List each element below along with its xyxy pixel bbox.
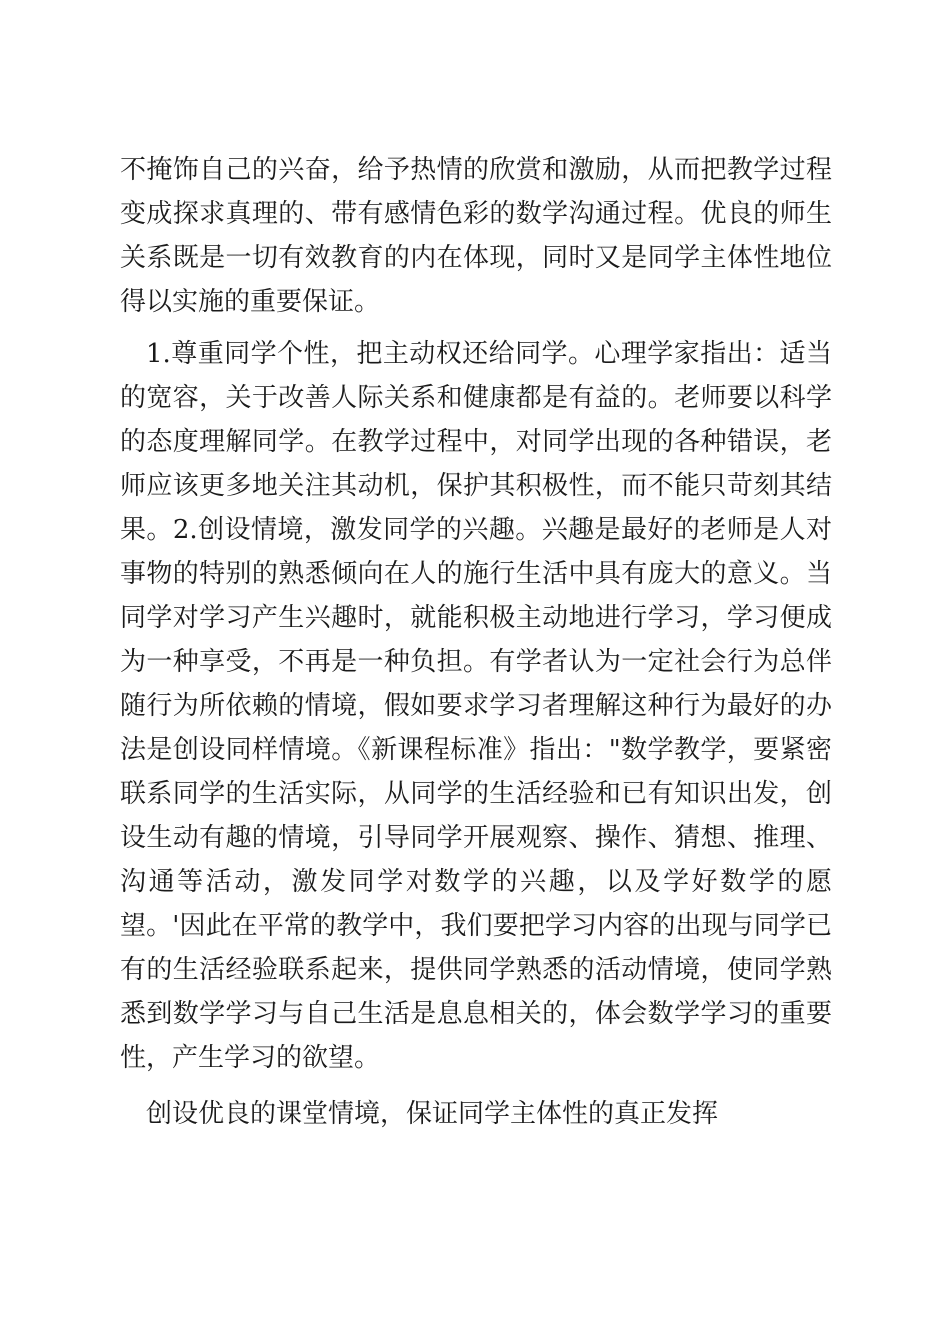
paragraph-main: 1.尊重同学个性，把主动权还给同学。心理学家指出：适当的宽容，关于改善人际关系和健康都是有益的。老师要以科学的态度理解同学。在教学过程中，对同学出现的各种错误，老师应该更多地关注其动机，保护其积极性，而不能只苛刻其结果。2.创设情境，激发同学的兴趣。兴趣是最好的老师是人对事物的特别的熟悉倾向在人的施行生活中具有庞大的意义。当同学对学习产生兴趣时，就能积极主动地进行学习，学习便成为一种享受，不再是一种负担。有学者认为一定社会行为总伴随行为所依赖的情境，假如要求学习者理解这种行为最好的办法是创设同样情境。《新课程标准》指出："数学教学，要紧密联系同学的生活实际，从同学的生活经验和已有知识出发，创设生动有趣的情境，引导同学开展观察、操作、猜想、推理、沟通等活动，激发同学对数学的兴趣，以及学好数学的愿望。'因此在平常的教学中，我们要把学习内容的出现与同学已有的生活经验联系起来，提供同学熟悉的活动情境，使同学熟悉到数学学习与自己生活是息息相关的，体会数学学习的重要性，产生学习的欲望。	[120, 339, 832, 1073]
paragraph-continuation: 不掩饰自己的兴奋，给予热情的欣赏和激励，从而把教学过程变成探求真理的、带有感情色彩的数学沟通过程。优良的师生关系既是一切有效教育的内在体现，同时又是同学主体性地位得以实施的重要保证。	[120, 155, 832, 317]
paragraph-heading: 创设优良的课堂情境，保证同学主体性的真正发挥	[146, 1099, 719, 1129]
document-body	[120, 148, 832, 1136]
